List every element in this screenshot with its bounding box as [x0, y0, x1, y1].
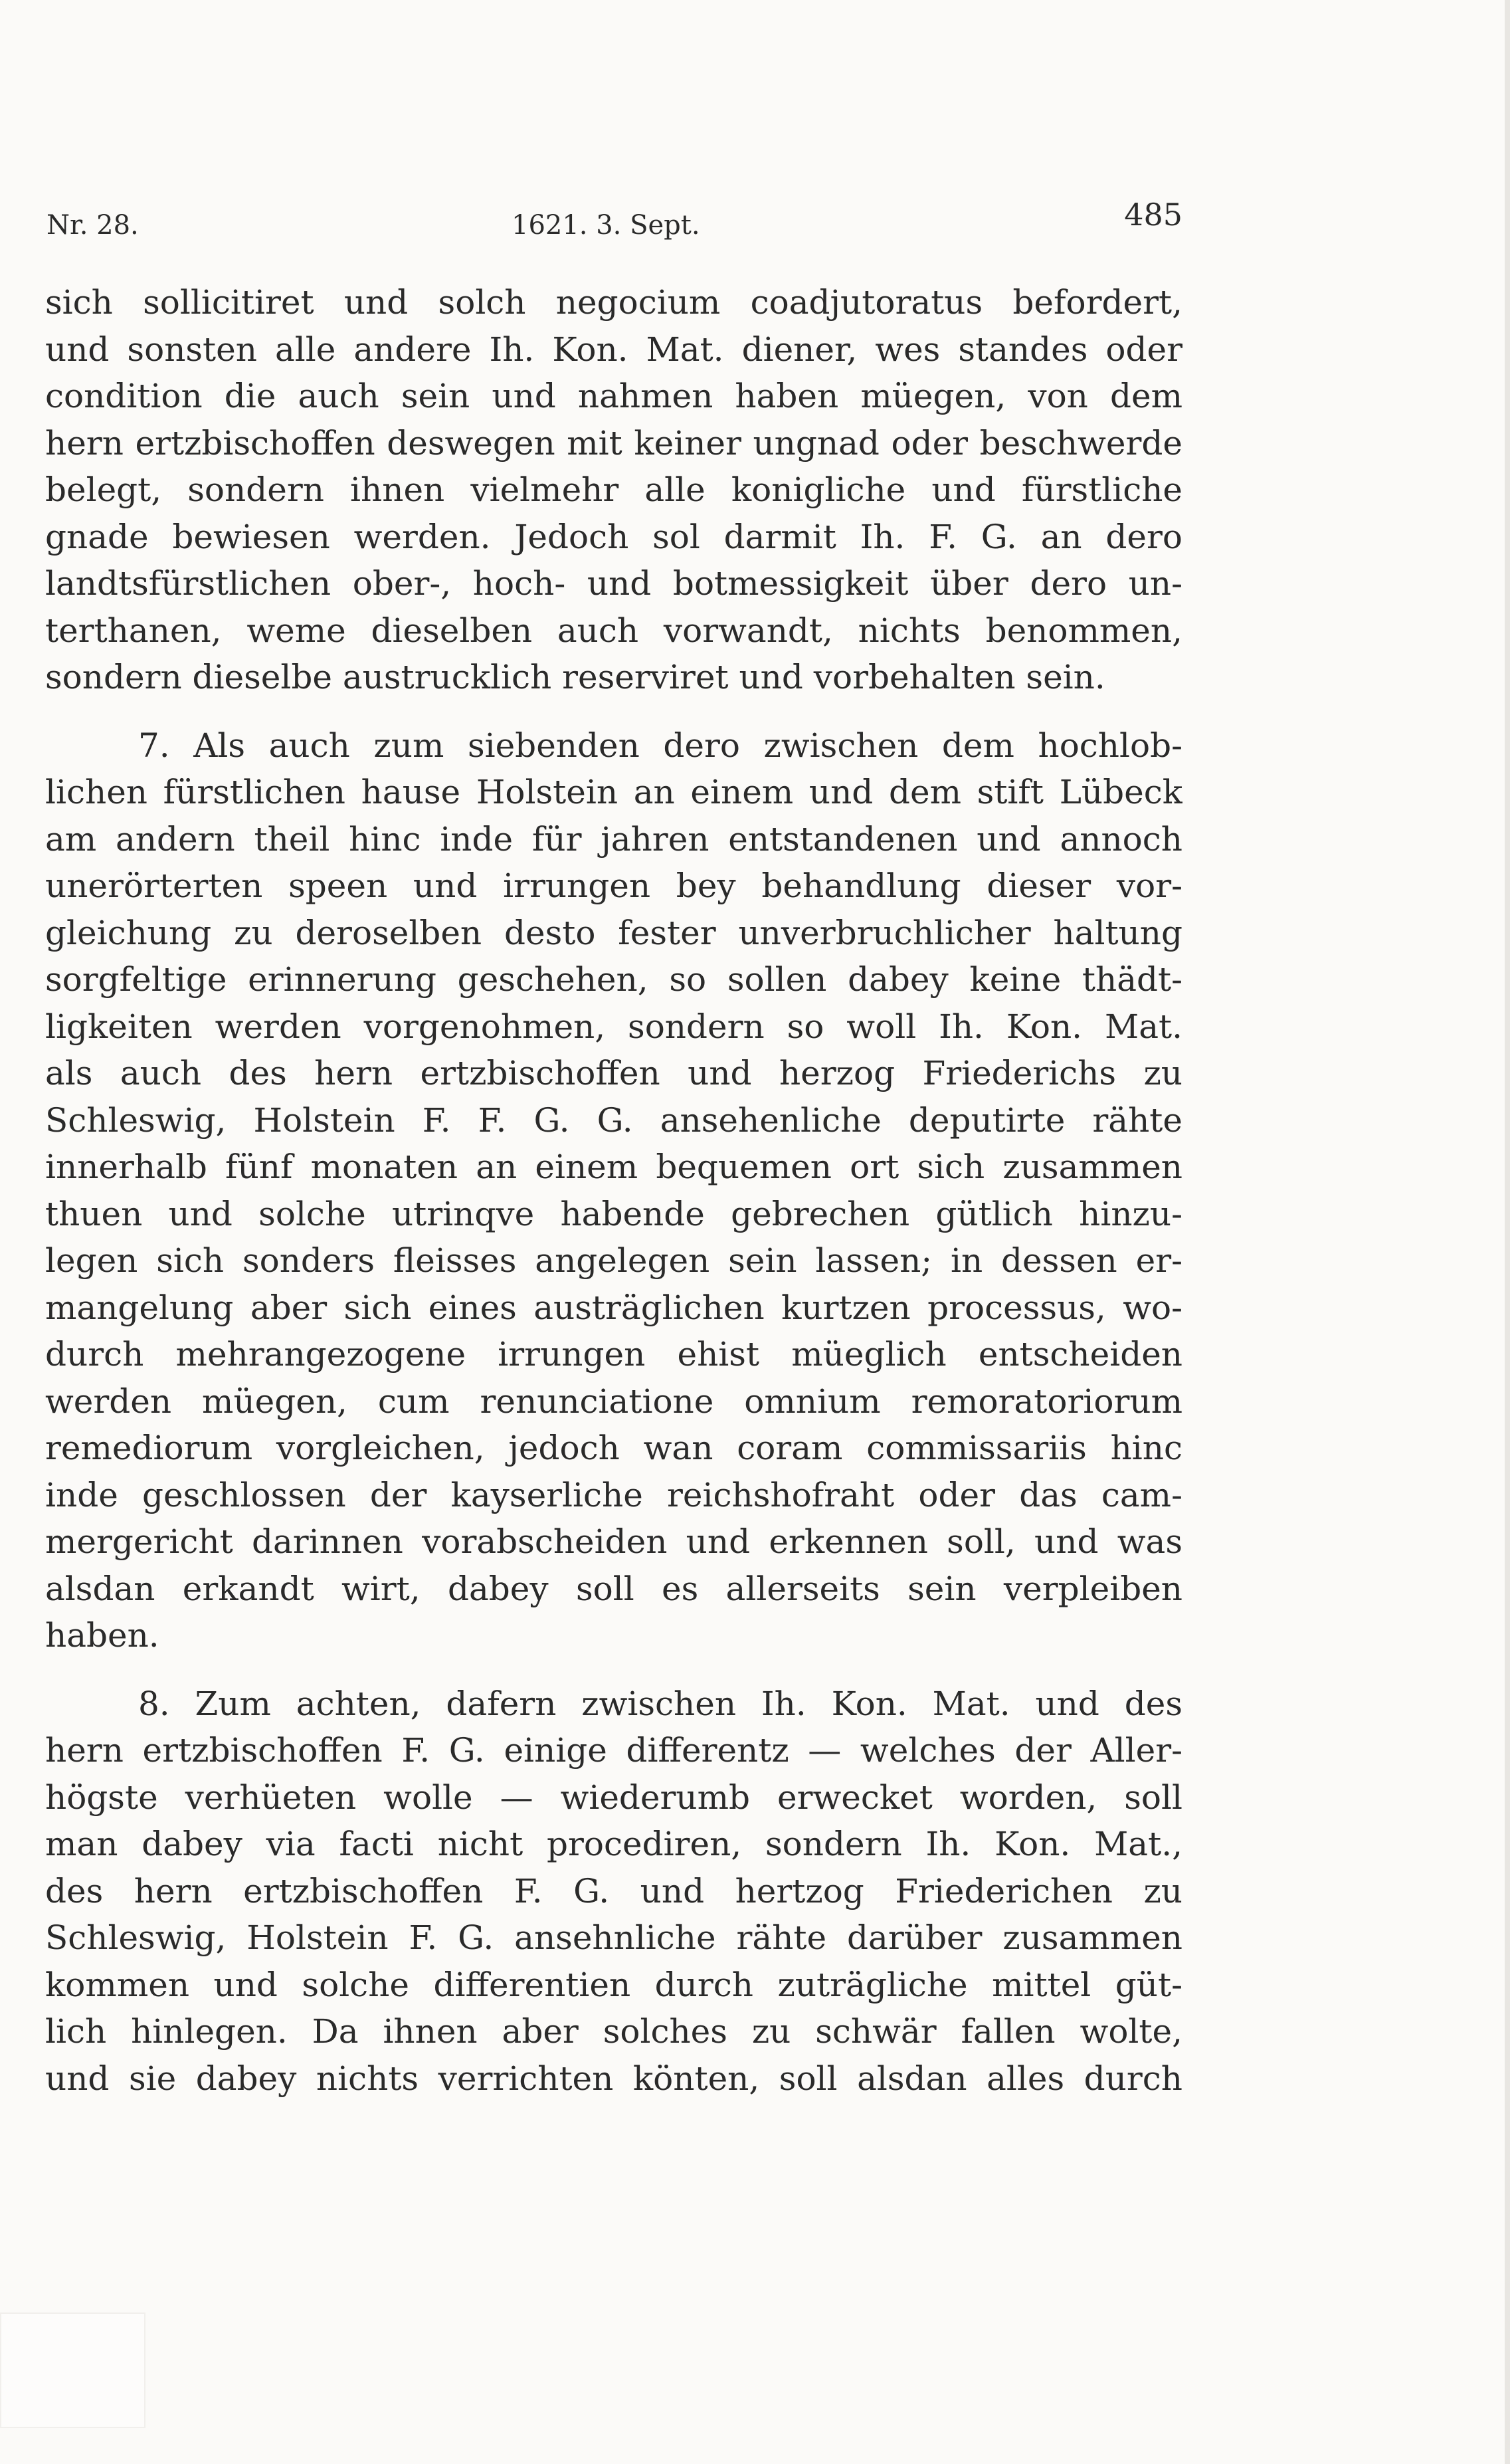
text-line: am andern theil hinc inde für jahren entstandenen und annoch — [45, 819, 1182, 859]
text-line: mangelung aber sich eines austräglichen kurtzen processus, wo- — [45, 1288, 1182, 1327]
page-edge-shadow — [1505, 0, 1510, 2464]
text-line: Schleswig, Holstein F. F. G. G. ansehenliche deputirte rähte — [45, 1100, 1182, 1140]
text-line: lichen fürstlichen hause Holstein an einem und dem stift Lübeck — [45, 773, 1182, 811]
document-number: Nr. 28. — [47, 210, 139, 241]
text-line: und sie dabey nichts verrichten könten, soll alsdan alles durch — [45, 2059, 1182, 2098]
text-line: thuen und solche utrinqve habende gebrechen gütlich hinzu- — [45, 1194, 1182, 1233]
text-line: kommen und solche differentien durch zuträgliche mittel güt- — [45, 1965, 1182, 2004]
text-line: und sonsten alle andere Ih. Kon. Mat. diener, wes standes oder — [45, 330, 1182, 369]
text-line: sorgfeltige erinnerung geschehen, so sollen dabey keine thädt- — [45, 960, 1182, 999]
text-line: condition die auch sein und nahmen haben müegen, von dem — [45, 377, 1182, 415]
text-line: inde geschlossen der kayserliche reichshofraht oder das cam- — [45, 1475, 1182, 1514]
text-line: hern ertzbischoffen deswegen mit keiner ungnad oder beschwerde — [45, 423, 1182, 462]
text-line: 8. Zum achten, dafern zwischen Ih. Kon. Mat. und des — [138, 1684, 1182, 1723]
body-text — [45, 279, 1182, 2102]
scan-artifact — [0, 2312, 145, 2428]
text-line: legen sich sonders fleisses angelegen sein lassen; in dessen er- — [45, 1241, 1182, 1280]
text-line: unerörterten speen und irrungen bey behandlung dieser vor- — [45, 867, 1182, 905]
text-line: belegt, sondern ihnen vielmehr alle konigliche und fürstliche — [45, 470, 1182, 509]
text-line: lich hinlegen. Da ihnen aber solches zu schwär fallen wolte, — [45, 2012, 1182, 2051]
text-line: Schleswig, Holstein F. G. ansehnliche rähte darüber zusammen — [45, 1918, 1182, 1957]
text-line: gleichung zu deroselben desto fester unverbruchlicher haltung — [45, 913, 1182, 952]
text-line: mergericht darinnen vorabscheiden und erkennen soll, und was — [45, 1522, 1182, 1561]
text-line: haben. — [45, 1616, 159, 1655]
text-line: landtsfürstlichen ober-, hoch- und botmessigkeit über dero un- — [45, 564, 1182, 603]
text-line: sich sollicitiret und solch negocium coadjutoratus befordert, — [45, 283, 1182, 322]
text-line: ligkeiten werden vorgenohmen, sondern so woll Ih. Kon. Mat. — [45, 1007, 1182, 1046]
text-line: des hern ertzbischoffen F. G. und hertzog Friederichen zu — [45, 1871, 1182, 1910]
text-line: terthanen, weme dieselben auch vorwandt, nichts benommen, — [45, 611, 1182, 650]
text-line: gnade bewiesen werden. Jedoch sol darmit Ih. F. G. an dero — [45, 517, 1182, 556]
text-line: hern ertzbischoffen F. G. einige differentz — welches der Aller- — [45, 1731, 1182, 1770]
text-line: alsdan erkandt wirt, dabey soll es allerseits sein verpleiben — [45, 1569, 1182, 1608]
running-header — [47, 197, 1182, 243]
text-line: innerhalb fünf monaten an einem bequemen ort sich zusammen — [45, 1148, 1182, 1186]
paragraph-8 — [45, 1681, 1182, 2103]
text-line: durch mehrangezogene irrungen ehist müeglich entscheiden — [45, 1335, 1182, 1374]
text-line: sondern dieselbe austrucklich reserviret und vorbehalten sein. — [45, 658, 1105, 696]
page-number: 485 — [1124, 197, 1182, 233]
paragraph-7 — [45, 722, 1182, 1659]
text-line: högste verhüeten wolle — wiederumb erwecket worden, soll — [45, 1778, 1182, 1817]
text-line: werden müegen, cum renunciatione omnium remoratoriorum — [45, 1382, 1182, 1421]
text-line: 7. Als auch zum siebenden dero zwischen dem hochlob- — [138, 726, 1182, 765]
text-line: man dabey via facti nicht procediren, sondern Ih. Kon. Mat., — [45, 1825, 1182, 1863]
document-date: 1621. 3. Sept. — [512, 210, 700, 241]
text-line: als auch des hern ertzbischoffen und herzog Friederichs zu — [45, 1054, 1182, 1092]
paragraph-1 — [45, 279, 1182, 701]
text-line: remediorum vorgleichen, jedoch wan coram commissariis hinc — [45, 1429, 1182, 1467]
